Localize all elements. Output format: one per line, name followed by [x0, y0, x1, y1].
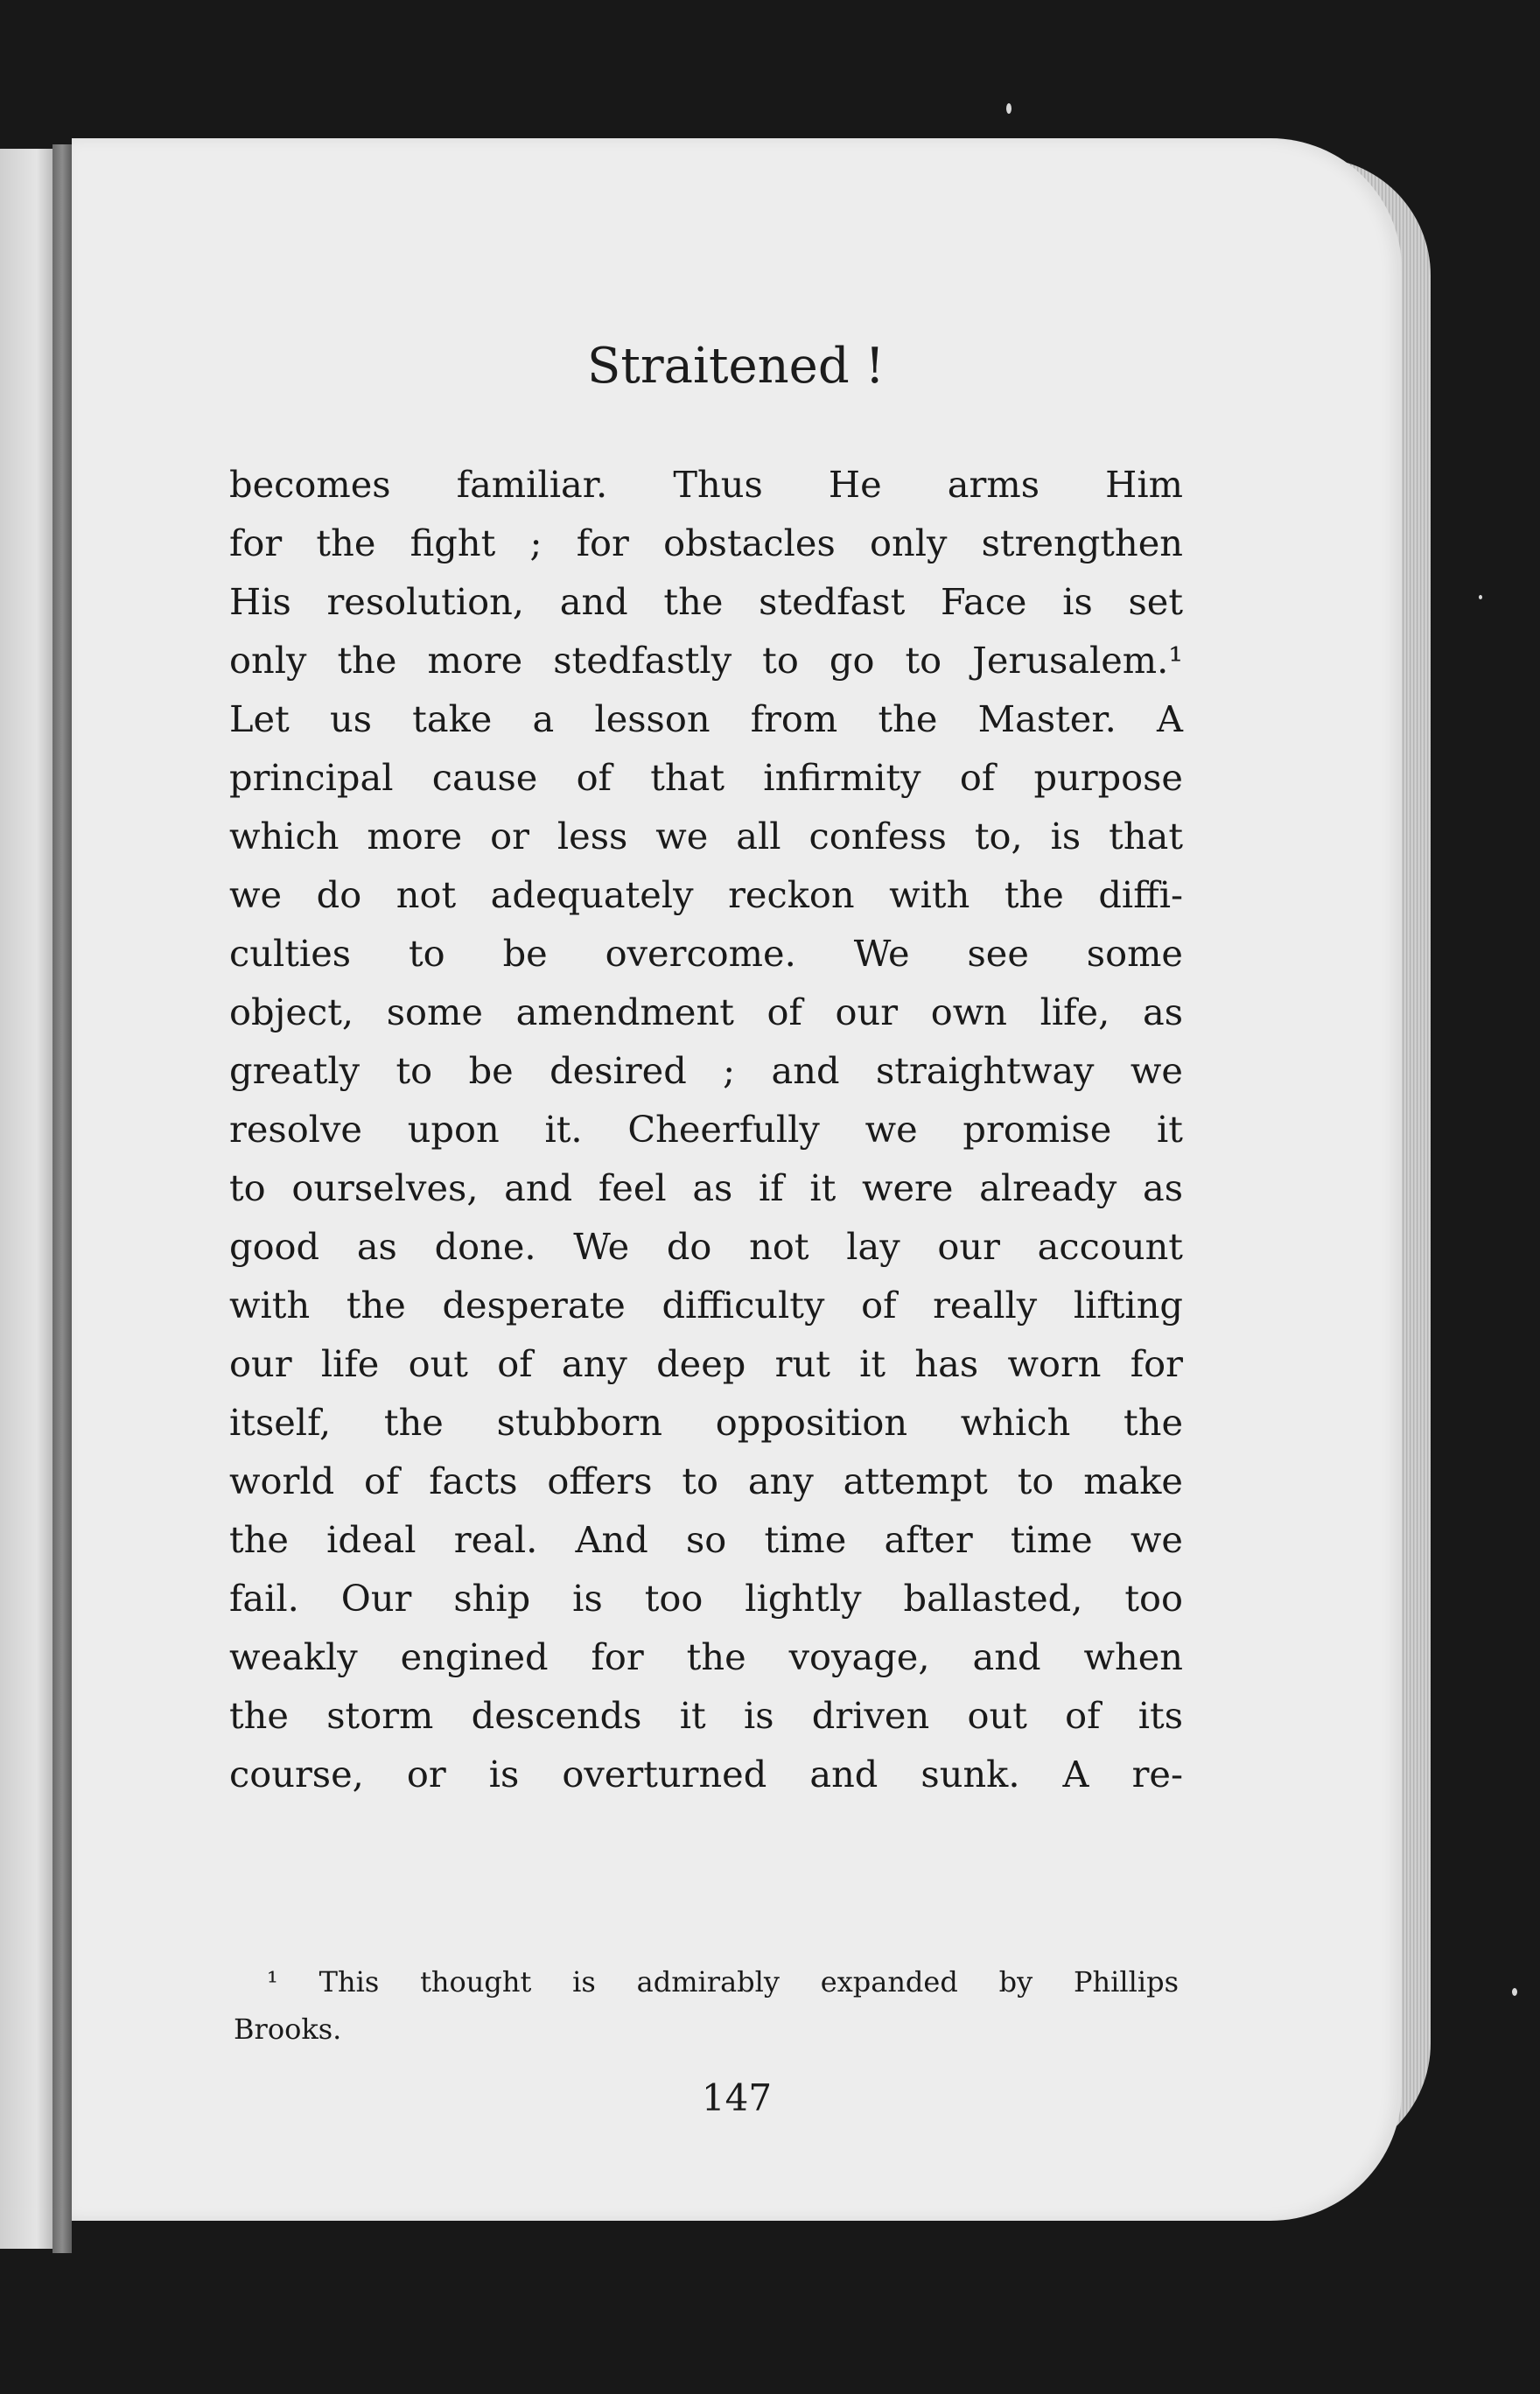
text-line: to ourselves, and feel as if it were already as [229, 1166, 1183, 1209]
text-line: with the desperate difficulty of really lifting [229, 1284, 1183, 1326]
text-line: the ideal real. And so time after time we [229, 1518, 1183, 1561]
book-page [72, 138, 1402, 2221]
text-line: weakly engined for the voyage, and when [229, 1635, 1183, 1678]
text-line: object, some amendment of our own life, as [229, 990, 1183, 1033]
text-line: principal cause of that infirmity of purpose [229, 756, 1183, 799]
text-line: which more or less we all confess to, is that [229, 815, 1183, 858]
footnote-line: ¹ This thought is admirably expanded by Phillips [267, 1965, 1179, 1998]
text-line: culties to be overcome. We see some [229, 932, 1183, 975]
footnote-line: Brooks. [234, 2012, 342, 2046]
running-header: Straitened ! [587, 338, 885, 395]
text-line: greatly to be desired ; and straightway we [229, 1049, 1183, 1092]
body-text [229, 455, 1183, 1803]
text-line: our life out of any deep rut it has worn for [229, 1342, 1183, 1385]
text-line: becomes familiar. Thus He arms Him [229, 463, 1183, 506]
text-line: resolve upon it. Cheerfully we promise it [229, 1108, 1183, 1151]
text-line: course, or is overturned and sunk. A re- [229, 1753, 1183, 1796]
text-line: the storm descends it is driven out of its [229, 1694, 1183, 1737]
dust-speck [1479, 595, 1482, 599]
dust-speck [1512, 1988, 1517, 1996]
page-number: 147 [701, 2076, 773, 2119]
text-line: itself, the stubborn opposition which the [229, 1401, 1183, 1444]
text-line: we do not adequately reckon with the diffi- [229, 873, 1183, 916]
text-line: only the more stedfastly to go to Jerusalem.¹ [229, 639, 1183, 682]
text-line: for the fight ; for obstacles only strengthen [229, 522, 1183, 564]
text-line: good as done. We do not lay our account [229, 1225, 1183, 1268]
text-line: fail. Our ship is too lightly ballasted, too [229, 1577, 1183, 1620]
footnote [234, 1958, 1179, 2053]
text-line: Let us take a lesson from the Master. A [229, 697, 1183, 740]
book-gutter [52, 144, 72, 2253]
facing-page-edge [0, 149, 52, 2249]
text-line: His resolution, and the stedfast Face is set [229, 580, 1183, 623]
text-line: world of facts offers to any attempt to make [229, 1460, 1183, 1502]
dust-speck [1006, 103, 1012, 114]
